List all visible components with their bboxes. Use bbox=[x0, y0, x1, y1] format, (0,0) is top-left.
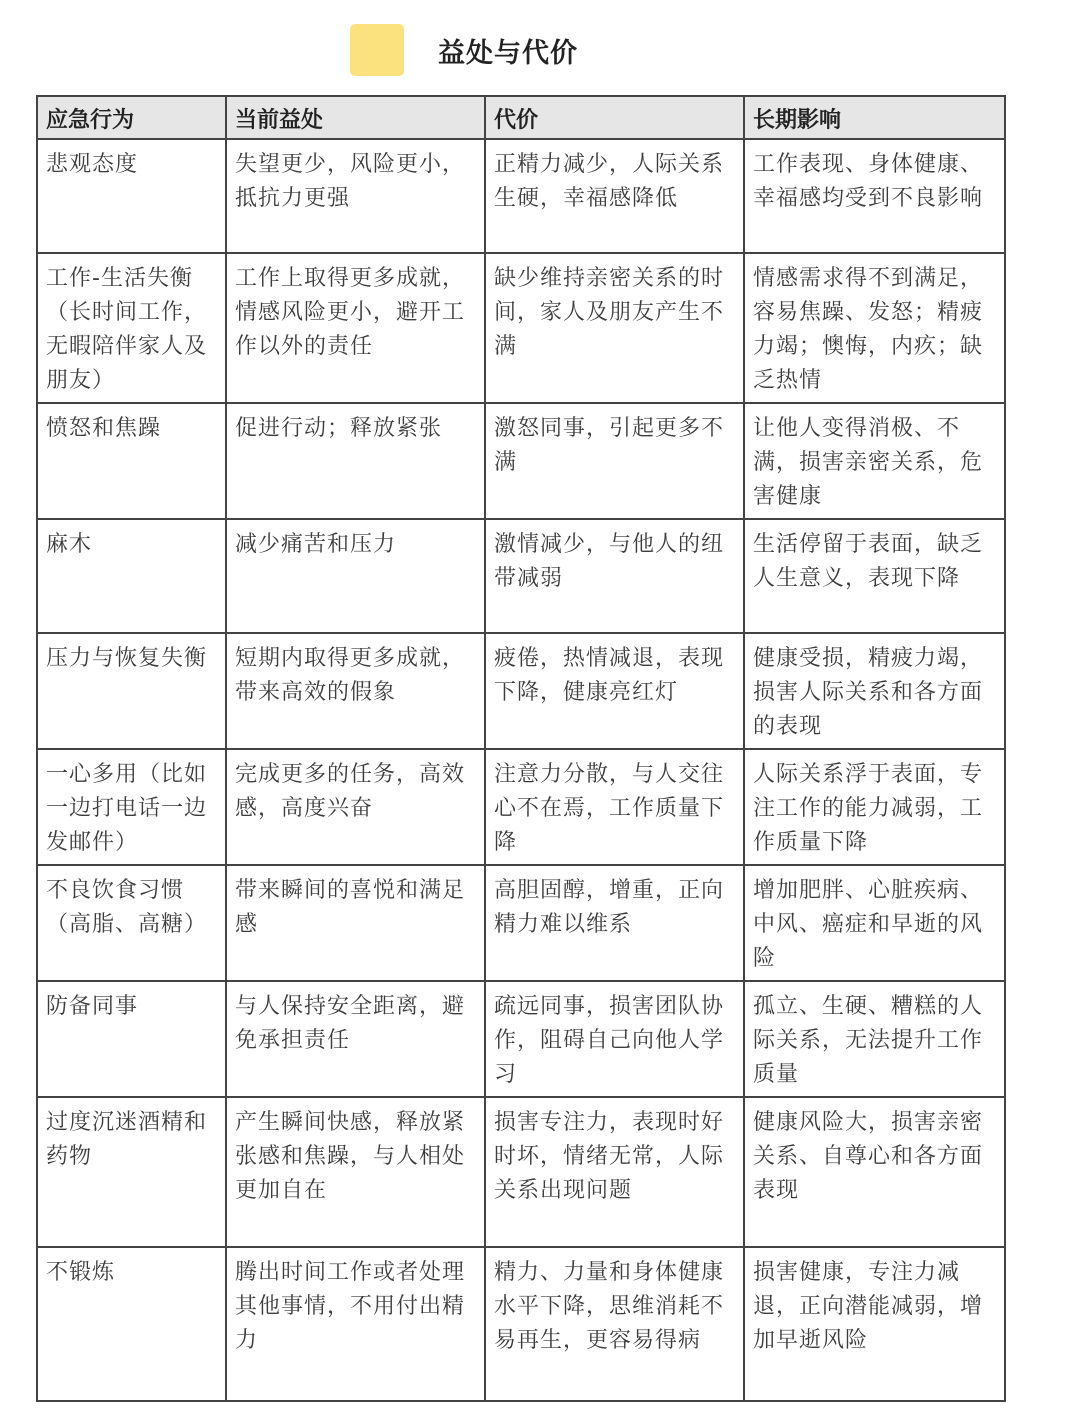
cell-long-term: 让他人变得消极、不满，损害亲密关系，危害健康 bbox=[744, 403, 1005, 519]
cell-benefit: 腾出时间工作或者处理其他事情，不用付出精力 bbox=[226, 1247, 485, 1401]
cell-behavior: 麻木 bbox=[37, 519, 226, 633]
cell-cost: 精力、力量和身体健康水平下降，思维消耗不易再生，更容易得病 bbox=[485, 1247, 744, 1401]
table-row bbox=[37, 253, 1005, 403]
cell-cost: 缺少维持亲密关系的时间，家人及朋友产生不满 bbox=[485, 253, 744, 403]
cell-benefit: 减少痛苦和压力 bbox=[226, 519, 485, 633]
cell-benefit: 工作上取得更多成就，情感风险更小，避开工作以外的责任 bbox=[226, 253, 485, 403]
cell-behavior: 悲观态度 bbox=[37, 139, 226, 253]
cell-behavior: 压力与恢复失衡 bbox=[37, 633, 226, 749]
cell-benefit: 完成更多的任务，高效感，高度兴奋 bbox=[226, 749, 485, 865]
table-row bbox=[37, 749, 1005, 865]
cell-behavior: 过度沉迷酒精和药物 bbox=[37, 1097, 226, 1247]
cell-behavior: 工作-生活失衡（长时间工作，无暇陪伴家人及朋友） bbox=[37, 253, 226, 403]
table-row bbox=[37, 633, 1005, 749]
cell-benefit: 产生瞬间快感，释放紧张感和焦躁，与人相处更加自在 bbox=[226, 1097, 485, 1247]
yellow-swatch-icon bbox=[350, 24, 404, 76]
cell-behavior: 愤怒和焦躁 bbox=[37, 403, 226, 519]
cell-benefit: 短期内取得更多成就，带来高效的假象 bbox=[226, 633, 485, 749]
cell-cost: 注意力分散，与人交往心不在焉，工作质量下降 bbox=[485, 749, 744, 865]
cell-cost: 激情减少，与他人的纽带减弱 bbox=[485, 519, 744, 633]
cell-long-term: 损害健康，专注力减退，正向潜能减弱，增加早逝风险 bbox=[744, 1247, 1005, 1401]
cell-long-term: 健康受损，精疲力竭，损害人际关系和各方面的表现 bbox=[744, 633, 1005, 749]
cell-behavior: 不良饮食习惯（高脂、高糖） bbox=[37, 865, 226, 981]
table-row bbox=[37, 519, 1005, 633]
header-cost: 代价 bbox=[485, 96, 744, 139]
page-title: 益处与代价 bbox=[438, 37, 578, 69]
cell-benefit: 带来瞬间的喜悦和满足感 bbox=[226, 865, 485, 981]
cell-cost: 疲倦，热情减退，表现下降，健康亮红灯 bbox=[485, 633, 744, 749]
table-row bbox=[37, 139, 1005, 253]
benefit-cost-table bbox=[36, 95, 1006, 1402]
cell-cost: 高胆固醇，增重，正向精力难以维系 bbox=[485, 865, 744, 981]
header-behavior: 应急行为 bbox=[37, 96, 226, 139]
cell-long-term: 情感需求得不到满足，容易焦躁、发怒；精疲力竭；懊悔，内疚；缺乏热情 bbox=[744, 253, 1005, 403]
table-header-row bbox=[37, 96, 1005, 139]
title-area bbox=[350, 20, 578, 80]
cell-long-term: 工作表现、身体健康、幸福感均受到不良影响 bbox=[744, 139, 1005, 253]
cell-long-term: 生活停留于表面，缺乏人生意义，表现下降 bbox=[744, 519, 1005, 633]
cell-cost: 损害专注力，表现时好时坏，情绪无常，人际关系出现问题 bbox=[485, 1097, 744, 1247]
cell-long-term: 健康风险大，损害亲密关系、自尊心和各方面表现 bbox=[744, 1097, 1005, 1247]
cell-behavior: 一心多用（比如一边打电话一边发邮件） bbox=[37, 749, 226, 865]
cell-benefit: 与人保持安全距离，避免承担责任 bbox=[226, 981, 485, 1097]
table-row bbox=[37, 1247, 1005, 1401]
table-row bbox=[37, 1097, 1005, 1247]
header-long-term: 长期影响 bbox=[744, 96, 1005, 139]
cell-cost: 激怒同事，引起更多不满 bbox=[485, 403, 744, 519]
cell-long-term: 孤立、生硬、糟糕的人际关系，无法提升工作质量 bbox=[744, 981, 1005, 1097]
cell-behavior: 不锻炼 bbox=[37, 1247, 226, 1401]
cell-benefit: 失望更少，风险更小，抵抗力更强 bbox=[226, 139, 485, 253]
cell-cost: 疏远同事，损害团队协作，阻碍自己向他人学习 bbox=[485, 981, 744, 1097]
cell-behavior: 防备同事 bbox=[37, 981, 226, 1097]
table-row bbox=[37, 865, 1005, 981]
cell-cost: 正精力减少，人际关系生硬，幸福感降低 bbox=[485, 139, 744, 253]
table-row bbox=[37, 981, 1005, 1097]
header-benefit: 当前益处 bbox=[226, 96, 485, 139]
cell-benefit: 促进行动；释放紧张 bbox=[226, 403, 485, 519]
cell-long-term: 增加肥胖、心脏疾病、中风、癌症和早逝的风险 bbox=[744, 865, 1005, 981]
table-row bbox=[37, 403, 1005, 519]
cell-long-term: 人际关系浮于表面，专注工作的能力减弱，工作质量下降 bbox=[744, 749, 1005, 865]
